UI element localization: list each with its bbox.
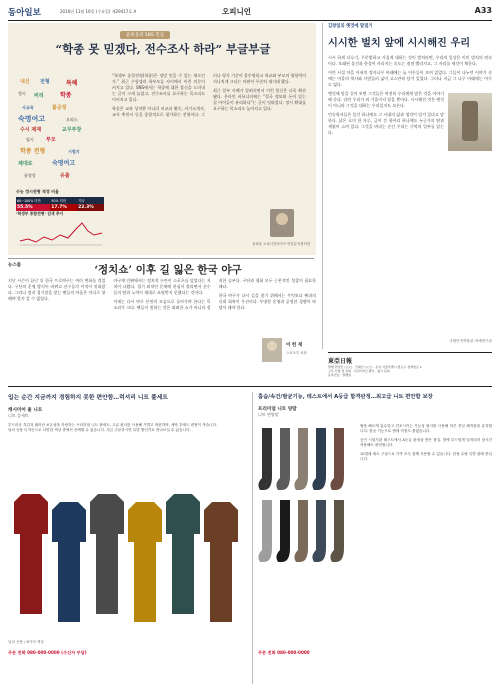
sock-shape xyxy=(312,428,326,490)
paragraph: 공인 시험기관 테스트에서 A등급 판정을 받은 품질. 발에 부드럽게 밀착되어 장시간 착용해도 편안합니다. xyxy=(360,437,492,448)
paragraph: 민속학자들은 물건 하나에도 그 시대의 삶과 생각이 담겨 있다고 말한다. 낡은 호미 한 자루, 금이 간 항아리 하나에도 누군가의 땀과 세월이 스며 있다. 그것을 버리는 순간 우리는 기억의 일부를 잃는다. xyxy=(328,112,444,135)
news-label: 뉴스룸 xyxy=(8,263,22,268)
svg-text:시험지: 시험지 xyxy=(68,149,80,154)
ad-knit-contact: 주문 전화 080-000-0000 (수신자 부담) xyxy=(8,650,87,655)
sock-shape xyxy=(330,500,344,562)
sock-shape xyxy=(276,428,290,490)
paragraph: 학종은 교과 성적뿐 아니라 비교과 활동, 자기소개서, 교사 추천서 등을 종합적으로 평가하는 전형이다. 그러나 평가 기준이 불투명하고 학교와 부모의 영향력이 지나치게 크다는 비판이 꾸준히 제기돼 왔다. xyxy=(112,73,306,117)
svg-text:수시 제재: 수시 제재 xyxy=(20,127,42,133)
ad-knit xyxy=(8,392,246,684)
ad-socks-subtitle: 니트 면양말 xyxy=(258,412,279,417)
page-number: A33 xyxy=(474,6,492,15)
table-header: 50% 미만 xyxy=(51,199,67,203)
ad-knit-body xyxy=(8,423,244,434)
svg-text:특혜: 특혜 xyxy=(66,80,78,87)
svg-text:전형: 전형 xyxy=(40,79,50,85)
table-cell: 22.3% xyxy=(77,204,104,211)
ad-knit-subtitle: 니트 풀세트 xyxy=(8,413,29,418)
publisher-line: 등록번호 · 발행일 xyxy=(328,373,352,378)
sns-label: 윤희웅의 SNS 민심 xyxy=(120,31,170,39)
svg-text:정시: 정시 xyxy=(18,91,26,96)
svg-text:숙명여고: 숙명여고 xyxy=(18,115,46,123)
paragraph: 땀을 빠르게 흡수하고 건조시키는 기능성 원사를 사용해 하루 종일 쾌적함을 유지합니다. 항균 기능으로 냄새 걱정도 줄였습니다. xyxy=(360,424,492,434)
svg-text:불공정: 불공정 xyxy=(52,105,67,111)
table-title: 수능 정시전형 적정 비율 xyxy=(16,189,59,194)
svg-text:학종 전형: 학종 전형 xyxy=(20,148,46,155)
column-byline: 국립민속박물관 학예연구관 xyxy=(449,339,492,343)
sock-shape xyxy=(258,500,272,562)
news-section xyxy=(8,262,316,382)
sns-section xyxy=(8,23,316,255)
sns-author-photo xyxy=(270,209,294,237)
publisher-name: 東亞日報 xyxy=(328,358,353,365)
sweater-shape xyxy=(14,494,48,614)
masthead xyxy=(8,5,492,19)
svg-text:공정성: 공정성 xyxy=(24,173,36,178)
sock-shape xyxy=(330,428,344,490)
paragraph: 옛것에 말을 걸어 보면 그것들은 여전히 우리에게 많은 것을 이야기해 준다. 다만 우리가 귀 기울이지 않을 뿐이다. 시시해진 것은 옛것이 아니라 그것을 대하는 우리일지도 모른다. xyxy=(328,91,444,108)
news-author-photo xyxy=(262,338,282,362)
table-cell: 55.5% xyxy=(17,205,33,210)
sns-table xyxy=(16,189,104,211)
svg-text:교무부장: 교무부장 xyxy=(62,127,82,133)
ad-socks-headline: 흡습/속건/발균기능, 테스트에서 A등급 합격판정…최고급 니트 편안함 보장 xyxy=(258,394,433,400)
ad-socks-contact: 주문 전화 080-000-0000 xyxy=(258,650,310,655)
paragraph: 야구계 안팎에서는 정치적 논란이 스포츠를 덮었다는 지적이 나왔다. 경기 외적인 문제에 관심이 쏠리면서 선수들의 땀과 노력이 제대로 조명받지 못했다는 것이다. xyxy=(113,278,211,295)
sns-headline: “학종 못 믿겠다, 전수조사 하라” 부글부글 xyxy=(55,42,271,56)
sweater-shape xyxy=(204,502,238,622)
paragraph: “학생부 종합전형(학종)은 정말 믿을 수 있는 제도인가.” 최근 수험생과 학부모들 사이에서 이런 의문이 커지고 있다. SNS에서는 학종에 대한 불신을 드러내는 글이 크게 늘었고, 전수조사를 요구하는 목소리도 이어지고 있다. xyxy=(112,73,205,102)
sns-byline: 윤희웅 오피니언라이브 여론분석센터장 xyxy=(252,242,310,246)
publisher-box xyxy=(328,352,492,383)
news-title: ‘정치쇼’ 이후 길 잃은 한국 야구 xyxy=(94,264,242,276)
table-cell: 17.7% xyxy=(50,204,77,211)
svg-text:내신: 내신 xyxy=(20,79,30,85)
socks-graphic xyxy=(258,424,354,574)
ad-knit-product: 캐시미어 울 니트 xyxy=(8,408,43,413)
table-header: 기타 xyxy=(78,199,85,203)
paragraph: 부드러운 촉감과 뛰어난 보온성을 자랑하는 프리미엄 니트 풀세트. 고급 원사를 사용해 가볍고 따뜻하며, 세탁 후에도 변형이 적습니다. xyxy=(8,423,218,427)
svg-text:제대로: 제대로 xyxy=(18,161,33,167)
news-byline-role: 스포츠부 차장 xyxy=(286,351,307,355)
sweater-shape xyxy=(90,494,124,614)
paragraph: 지난 시즌이 끝난 뒤 한국 프로야구는 여러 변화를 겪었다. 구단의 운영 방식이 바뀌고 선수들의 이적이 잇따랐다. 그러나 정작 경기장을 찾는 팬들의 마음은 어디로 향해야 할지 알 수 없었다. xyxy=(8,278,106,301)
sock-shape xyxy=(312,500,326,562)
column-label: 김창일의 옛것에 말걸기 xyxy=(328,24,373,29)
word-cloud-graphic xyxy=(16,73,104,185)
svg-text:오피스: 오피스 xyxy=(66,117,78,122)
paragraph: 남녀 공용 디자인으로 다양한 색상 중에서 선택할 수 있습니다. 지금 주문하시면 특별 할인가로 만나보실 수 있습니다. xyxy=(8,428,191,433)
publisher-line: 발행 편집인 ○○○ · 인쇄인 ○○○ · 본사 서울특별시 종로구 청계천로 1 xyxy=(328,365,422,369)
ad-knit-headline: 입는 순간 지금까지 경험하지 못한 편안함…럭셔리 니트 풀세트 xyxy=(8,395,168,401)
svg-text:사교육: 사교육 xyxy=(22,105,34,110)
column-photo xyxy=(448,93,492,151)
table-header: 60~100% 미만 xyxy=(17,199,41,203)
svg-text:유출: 유출 xyxy=(60,173,70,179)
svg-text:숙명여고: 숙명여고 xyxy=(52,160,76,167)
column-title: 시시한 벌치 앞에 시시해진 우리 xyxy=(328,37,471,49)
publisher-line: 구독 신청 및 문의 · 독자서비스센터 · 광고 문의 xyxy=(328,369,390,374)
svg-text:학종: 학종 xyxy=(60,92,72,99)
sock-shape xyxy=(258,428,272,490)
section-title: 오피니언 xyxy=(222,7,251,16)
column-body xyxy=(328,55,492,351)
word-cloud xyxy=(16,73,104,185)
svg-text:부모: 부모 xyxy=(46,137,56,143)
sweater-shape xyxy=(166,494,200,614)
news-byline-name: 이 헌 재 xyxy=(286,343,303,348)
ad-socks xyxy=(258,392,492,684)
sweater-shape xyxy=(128,502,162,622)
column-section xyxy=(328,23,492,349)
svg-text:입시: 입시 xyxy=(26,137,34,142)
paragraph: 10켤레 세트 구성으로 가족 모두 함께 사용할 수 있습니다. 한정 수량 특별 판매 중입니다. xyxy=(360,451,492,462)
svg-text:비리: 비리 xyxy=(34,93,44,99)
search-trend-graph xyxy=(16,211,104,251)
paragraph: 어린 시절 마을 어귀의 정자나무 아래에는 늘 어른들이 모여 있었다. 그들이 나누던 이야기 속에는 마을의 역사와 사람들의 삶이 고스란히 담겨 있었다. 그러나 지금 그 나무 아래에는 아무도 없다. xyxy=(328,70,492,87)
sweater-shape xyxy=(52,502,86,622)
newspaper-logo: 동아일보 xyxy=(8,8,41,18)
sock-shape xyxy=(294,500,308,562)
dateline: 2016년 11월 16일 (수요일) 제29417호 A xyxy=(60,9,137,14)
paragraph: 최근 일부 사례가 알려지면서 이런 불신은 더욱 확산됐다. 온라인 커뮤니티에는 “결국 정보와 돈이 있는 집 아이들이 유리하다”는 글이 잇따랐다. 정시 확대를 요구하는 목소리도 높아지고 있다. xyxy=(213,88,306,111)
trend-line-graphic xyxy=(16,217,104,249)
graph-title: ‘학생부 종합전형’ 검색 추이 xyxy=(16,211,64,216)
paragraph: 이제는 다시 야구 본연의 모습으로 돌아가야 한다는 목소리가 크다. 팬들이 원하는 것은 화려한 쇼가 아니라 정직한 승부다. 구단과 협회 모두 근본적인 성찰이 필요한 때다. xyxy=(113,278,316,310)
ad-knit-caption: 남녀 공용 / 6가지 색상 xyxy=(8,640,44,644)
paragraph: 시시 하게 다루기, 무분별하고 거칠게 대하는 것이 벌치라면, 우리의 일상은 이미 벌치의 연속이다. 오래된 물건과 풍경이 사라지는 속도는 점점 빨라지고, 그 자리를 새것이 채운다. xyxy=(328,55,492,66)
sock-shape xyxy=(294,428,308,490)
ad-socks-product: 프리미엄 니트 양말 xyxy=(258,407,297,412)
news-body xyxy=(8,278,316,382)
ad-socks-body xyxy=(360,424,492,462)
sock-shape xyxy=(276,500,290,562)
knit-sweaters-graphic xyxy=(8,484,246,634)
paragraph: 한국 야구가 다시 길을 찾기 위해서는 무엇보다 팬과의 신뢰 회복이 우선이다. 투명한 운영과 공정한 경쟁이 바탕이 돼야 한다. xyxy=(218,293,316,310)
